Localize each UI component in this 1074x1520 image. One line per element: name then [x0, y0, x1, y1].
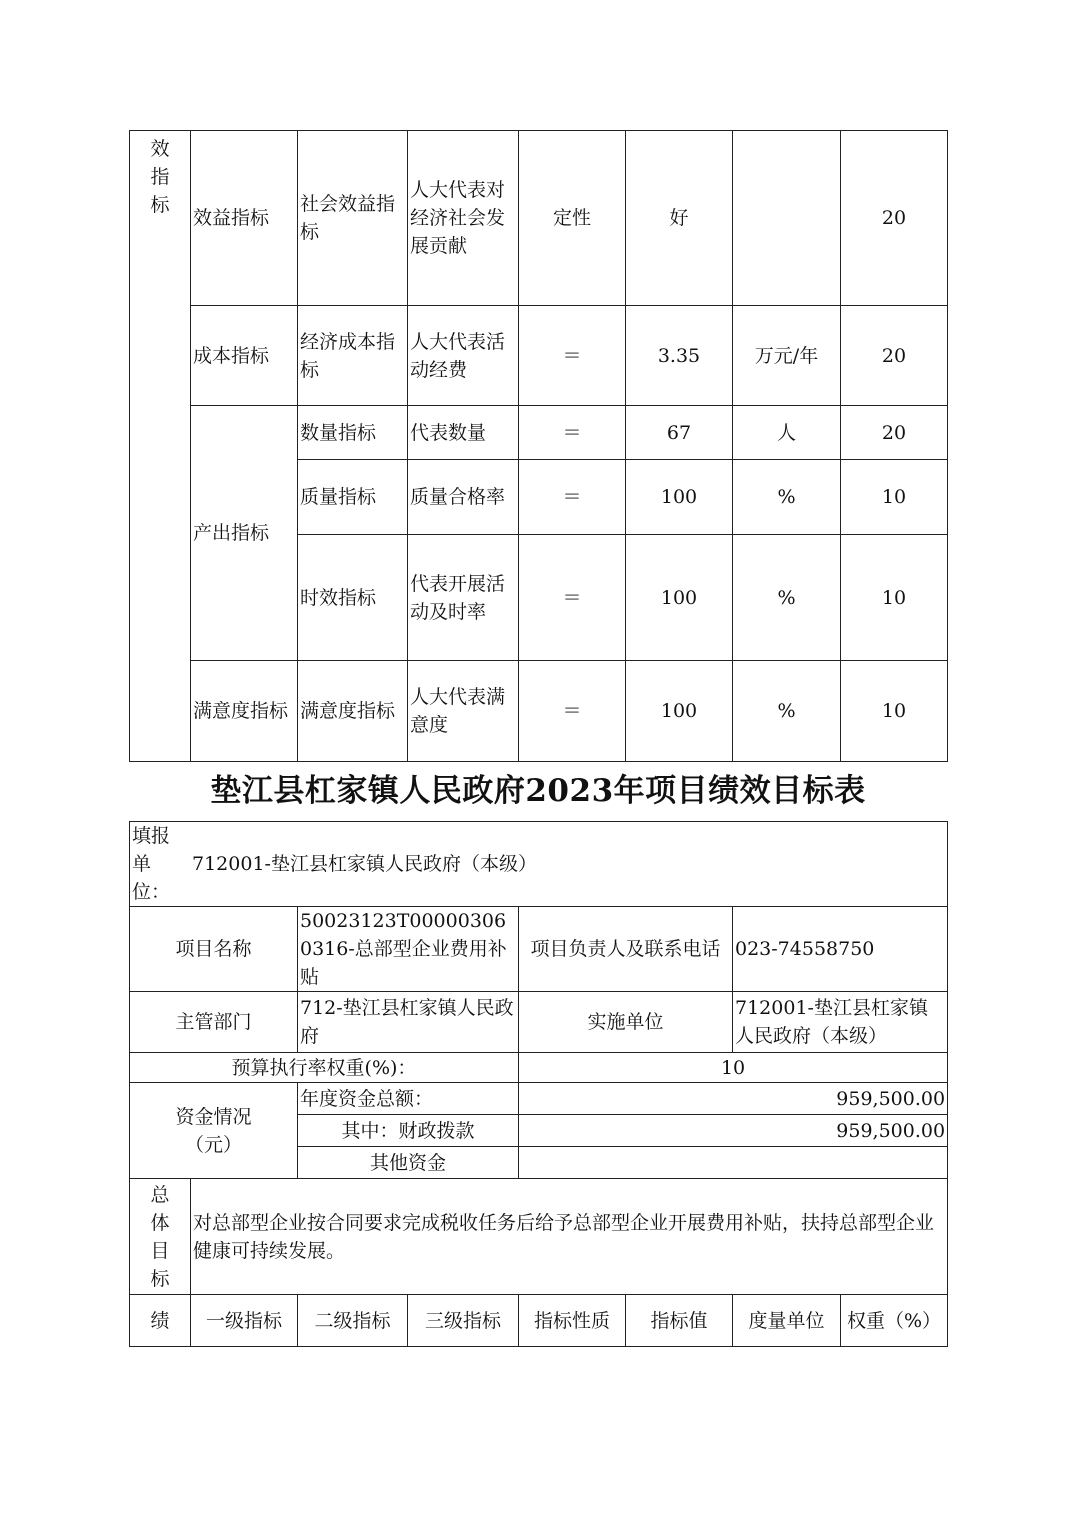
fund-fiscal-value: 959,500.00 — [519, 1115, 948, 1147]
fund-label-text: 资金情况（元） — [175, 1105, 252, 1156]
nature-cell: ＝ — [519, 535, 626, 661]
l2-cell: 满意度指标 — [191, 661, 298, 762]
overall-goal-label: 总 体 目 标 — [130, 1179, 191, 1295]
weight-cell: 20 — [841, 131, 948, 306]
weight-cell: 10 — [841, 535, 948, 661]
l4-cell: 人大代表活动经费 — [408, 306, 519, 406]
nature-cell: ＝ — [519, 406, 626, 460]
l4-cell: 代表开展活动及时率 — [408, 535, 519, 661]
unit-cell: % — [733, 535, 841, 661]
l3-cell: 满意度指标 — [298, 661, 408, 762]
contact-value: 023-74558750 — [733, 907, 948, 992]
impl-unit-value: 712001-垫江县杠家镇人民政府（本级） — [733, 992, 948, 1053]
contact-label: 项目负责人及联系电话 — [519, 907, 733, 992]
fund-other-label: 其他资金 — [298, 1147, 519, 1179]
header-unit: 度量单位 — [733, 1295, 841, 1347]
value-cell: 3.35 — [626, 306, 733, 406]
first-level-indicator: 效 指 标 — [130, 131, 191, 762]
l4-cell: 代表数量 — [408, 406, 519, 460]
unit-cell — [733, 131, 841, 306]
weight-cell: 10 — [841, 661, 948, 762]
performance-target-form — [129, 821, 948, 1347]
budget-rate-label: 预算执行率权重(%)： — [130, 1053, 519, 1083]
fund-label — [130, 1083, 298, 1179]
l4-cell: 质量合格率 — [408, 460, 519, 535]
l2-cell: 产出指标 — [191, 406, 298, 661]
reporting-unit-value: 712001-垫江县杠家镇人民政府（本级） — [192, 853, 537, 875]
fund-fiscal-label: 其中：财政拨款 — [298, 1115, 519, 1147]
budget-rate-value: 10 — [519, 1053, 948, 1083]
weight-cell: 20 — [841, 406, 948, 460]
dept-label: 主管部门 — [130, 992, 298, 1053]
l3-cell: 社会效益指标 — [298, 131, 408, 306]
l2-cell: 效益指标 — [191, 131, 298, 306]
l2-cell: 成本指标 — [191, 306, 298, 406]
reporting-unit-row — [130, 822, 948, 907]
fund-total-label: 年度资金总额： — [298, 1083, 519, 1115]
header-perf: 绩 — [130, 1295, 191, 1347]
project-name-label: 项目名称 — [130, 907, 298, 992]
unit-cell: 人 — [733, 406, 841, 460]
dept-value: 712-垫江县杠家镇人民政府 — [298, 992, 519, 1053]
nature-cell: ＝ — [519, 460, 626, 535]
reporting-unit-label: 填报单位： — [132, 825, 171, 903]
impl-unit-label: 实施单位 — [519, 992, 733, 1053]
value-cell: 100 — [626, 661, 733, 762]
weight-cell: 20 — [841, 306, 948, 406]
l4-cell: 人大代表满意度 — [408, 661, 519, 762]
project-name-value: 50023123T000003060316-总部型企业费用补贴 — [298, 907, 519, 992]
value-cell: 好 — [626, 131, 733, 306]
header-level2: 二级指标 — [298, 1295, 408, 1347]
l4-cell: 人大代表对经济社会发展贡献 — [408, 131, 519, 306]
value-cell: 100 — [626, 535, 733, 661]
nature-cell: ＝ — [519, 661, 626, 762]
unit-cell: % — [733, 661, 841, 762]
value-cell: 100 — [626, 460, 733, 535]
l3-cell: 经济成本指标 — [298, 306, 408, 406]
unit-cell: % — [733, 460, 841, 535]
header-nature: 指标性质 — [519, 1295, 626, 1347]
performance-indicator-table-continued — [129, 130, 948, 762]
value-cell: 67 — [626, 406, 733, 460]
overall-goal-text: 对总部型企业按合同要求完成税收任务后给予总部型企业开展费用补贴，扶持总部型企业健康可持续发展。 — [191, 1179, 948, 1295]
l3-cell: 数量指标 — [298, 406, 408, 460]
fund-other-value — [519, 1147, 948, 1179]
l3-cell: 时效指标 — [298, 535, 408, 661]
header-level3: 三级指标 — [408, 1295, 519, 1347]
l3-cell: 质量指标 — [298, 460, 408, 535]
header-level1: 一级指标 — [191, 1295, 298, 1347]
unit-cell: 万元/年 — [733, 306, 841, 406]
nature-cell: ＝ — [519, 306, 626, 406]
nature-cell: 定性 — [519, 131, 626, 306]
fund-total-value: 959,500.00 — [519, 1083, 948, 1115]
weight-cell: 10 — [841, 460, 948, 535]
header-value: 指标值 — [626, 1295, 733, 1347]
page-title: 垫江县杠家镇人民政府2023年项目绩效目标表 — [210, 773, 866, 809]
header-weight: 权重（%） — [841, 1295, 948, 1347]
